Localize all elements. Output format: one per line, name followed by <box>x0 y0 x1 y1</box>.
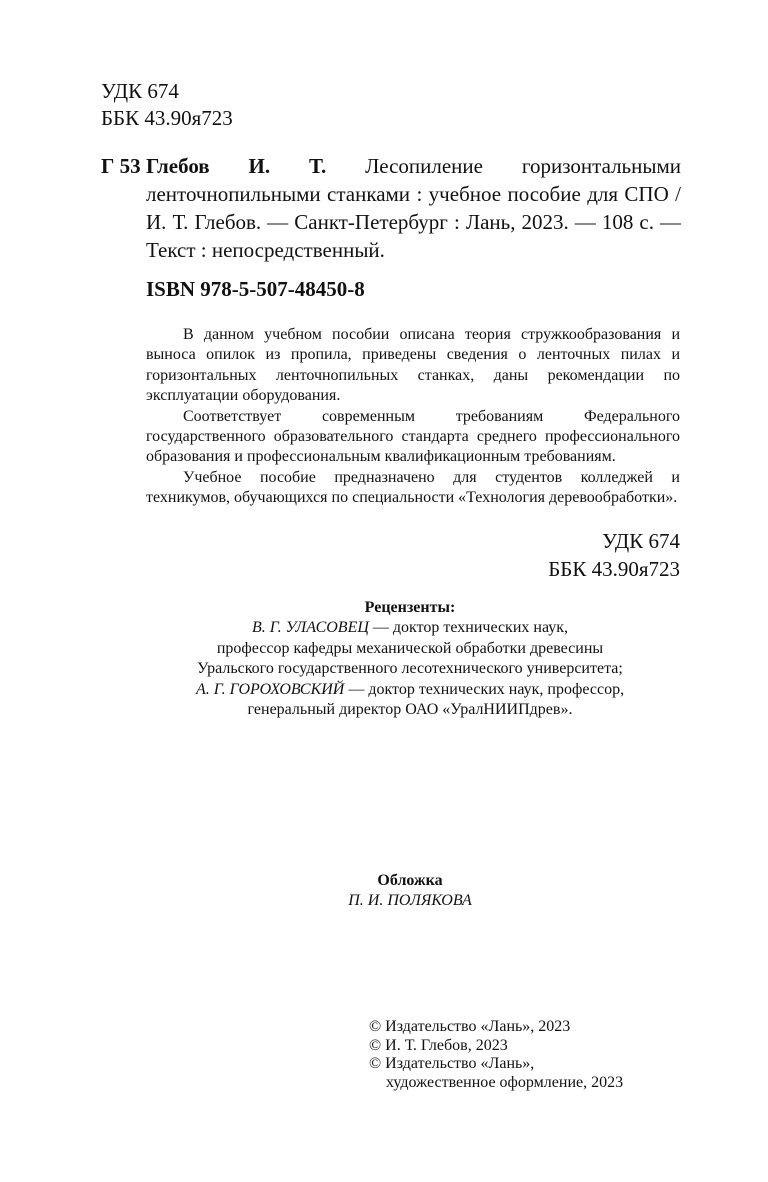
title-rest: ленточнопильными станками : учебное пособие для СПО / И. Т. Глебов. — Санкт-Петербург : Лань, 2023. — 108 с. — Текст : непосредственный. <box>146 182 681 262</box>
reviewer-2-position: генеральный директор ОАО «УралНИИПдрев». <box>247 701 573 719</box>
copyright-block <box>369 1018 623 1092</box>
bibliographic-description <box>146 152 681 264</box>
annotation-paragraph: Учебное пособие предназначено для студентов колледжей и техникумов, обучающихся по специальности «Технология деревообработки». <box>146 468 680 507</box>
bbk-code: ББК 43.90я723 <box>548 557 680 581</box>
reviewer-2-degree: — доктор технических наук, профессор, <box>344 680 625 698</box>
copyright-line: © И. Т. Глебов, 2023 <box>369 1036 508 1054</box>
copyright-line: © Издательство «Лань», 2023 <box>369 1018 571 1035</box>
udk-code: УДК 674 <box>602 529 680 553</box>
annotation <box>146 325 680 509</box>
title-start: Лесопиление горизонтальными <box>365 154 682 178</box>
bib-first-line <box>146 152 681 180</box>
annotation-paragraph: В данном учебном пособии описана теория стружкообразования и выноса опилок из пропила, приведены сведения о ленточных пилах и горизонтальных ленточнопильных станках, даны рекомендации по эксплуатации оборудования. <box>146 326 680 405</box>
classification-top <box>101 78 233 132</box>
reviewers-block <box>140 598 680 720</box>
reviewer-2 <box>140 680 680 700</box>
reviewers-label: Рецензенты: <box>364 599 456 616</box>
copyright-line-continued: художественное оформление, 2023 <box>386 1073 624 1091</box>
reviewer-1 <box>140 618 680 638</box>
reviewer-2-name: А. Г. ГОРОХОВСКИЙ <box>195 680 345 698</box>
isbn: ISBN 978-5-507-48450-8 <box>146 277 365 301</box>
reviewer-1-degree: — доктор технических наук, <box>368 619 569 637</box>
annotation-paragraph: Соответствует современным требованиям Федерального государственного образовательного стандарта среднего профессионального образования и профессиональным квалификационным требованиям. <box>146 407 680 466</box>
classification-bottom <box>548 527 680 583</box>
bibliographic-record <box>101 152 681 264</box>
reviewer-1-name: В. Г. УЛАСОВЕЦ <box>251 619 369 637</box>
bbk-code: ББК 43.90я723 <box>101 106 233 130</box>
reviewer-1-affiliation: Уральского государственного лесотехнического университета; <box>197 660 623 678</box>
cover-credit <box>140 871 680 911</box>
cover-label: Обложка <box>377 872 443 889</box>
cover-designer: П. И. ПОЛЯКОВА <box>348 892 472 909</box>
copyright-line: © Издательство «Лань», <box>369 1055 535 1072</box>
reviewer-1-position: профессор кафедры механической обработки древесины <box>216 639 604 657</box>
author-name: Глебов И. Т. <box>146 154 327 178</box>
udk-code: УДК 674 <box>101 79 179 103</box>
author-mark: Г 53 <box>101 154 141 178</box>
